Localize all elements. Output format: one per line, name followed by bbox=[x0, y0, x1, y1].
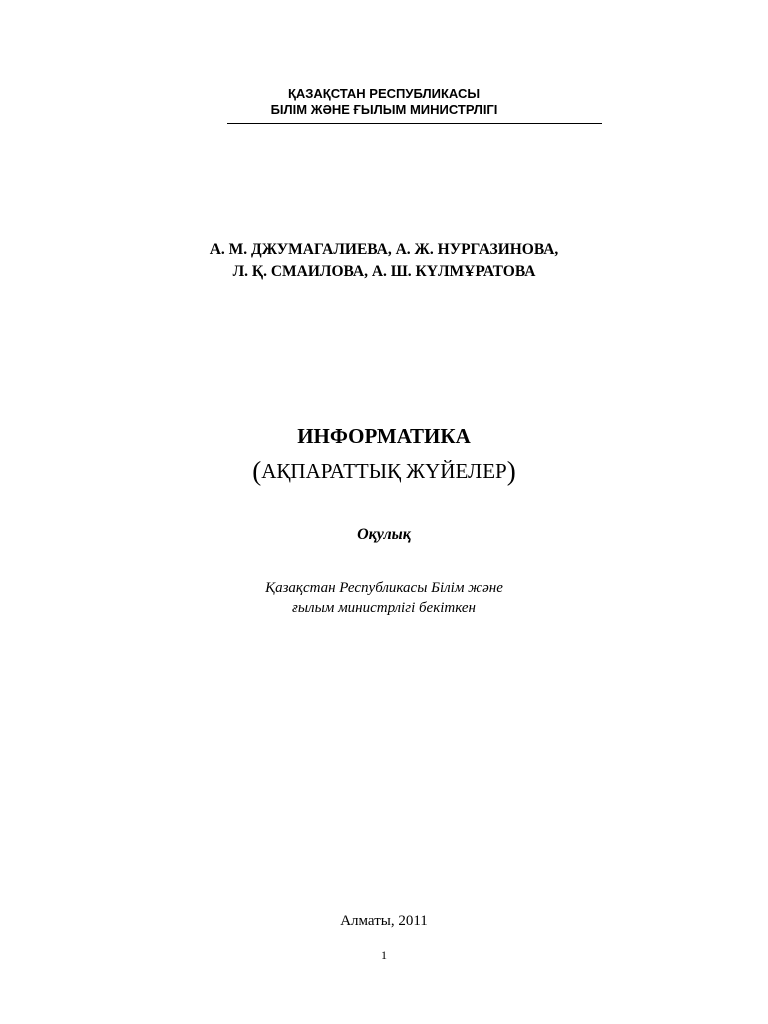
city-year: Алматы, 2011 bbox=[340, 913, 428, 929]
page-number: 1 bbox=[381, 948, 387, 962]
book-subtitle bbox=[0, 455, 768, 487]
subtitle-text: АҚПАРАТТЫҚ ЖҮЙЕЛЕР bbox=[261, 459, 507, 483]
authors-line-1: А. М. ДЖУМАГАЛИЕВА, А. Ж. НУРГАЗИНОВА, bbox=[209, 241, 559, 258]
header-divider bbox=[227, 123, 602, 124]
ministry-header-line-1: ҚАЗАҚСТАН РЕСПУБЛИКАСЫ bbox=[287, 86, 481, 101]
approval-line-2: ғылым министрлігі бекіткен bbox=[292, 600, 476, 616]
subtitle-open-paren: ( bbox=[252, 456, 262, 486]
authors-line-2: Л. Қ. СМАИЛОВА, А. Ш. КҮЛМҰРАТОВА bbox=[232, 263, 536, 280]
authors-block bbox=[0, 239, 768, 283]
approval-line-1: Қазақстан Республикасы Білім және bbox=[265, 580, 503, 596]
approval-note bbox=[0, 578, 768, 618]
book-title: ИНФОРМАТИКА bbox=[297, 424, 471, 448]
book-type: Оқулық bbox=[357, 526, 411, 543]
ministry-header bbox=[0, 86, 768, 118]
ministry-header-line-2: БІЛІМ ЖӘНЕ ҒЫЛЫМ МИНИСТРЛІГІ bbox=[270, 102, 498, 117]
subtitle-close-paren: ) bbox=[506, 456, 516, 486]
